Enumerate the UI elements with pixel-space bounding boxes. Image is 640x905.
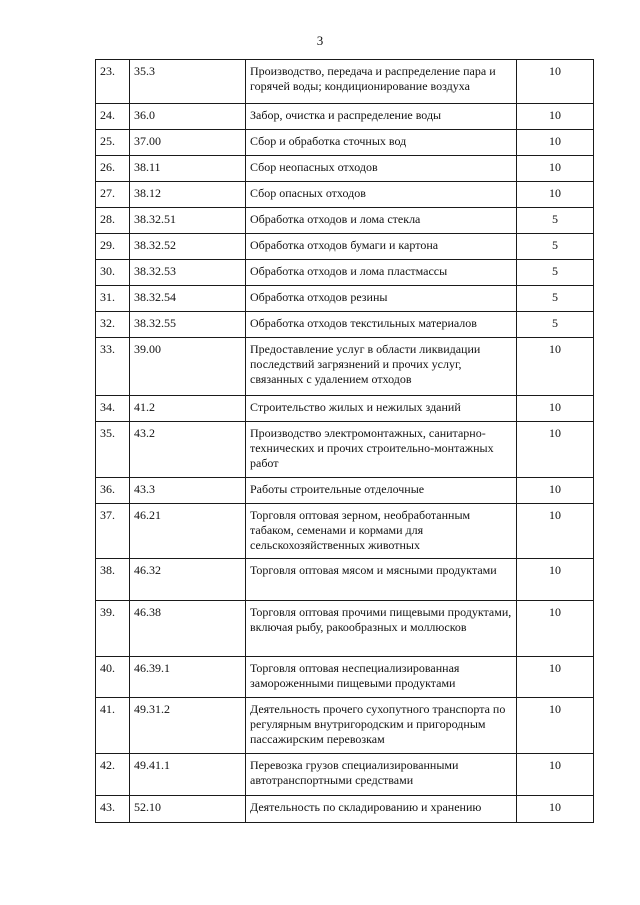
activity-name-cell: Торговля оптовая неспециализированная замороженными пищевыми продуктами [246,657,517,698]
table-body [96,60,594,823]
row-number-cell: 28. [96,208,130,234]
page-number: 3 [316,33,324,48]
value-cell: 5 [517,286,594,312]
activity-code-cell: 38.32.51 [130,208,246,234]
value-cell: 10 [517,396,594,422]
row-number-cell: 35. [96,422,130,478]
value-cell: 5 [517,234,594,260]
activity-name-cell: Торговля оптовая прочими пищевыми продуктами, включая рыбу, ракообразных и моллюсков [246,601,517,657]
table-row [96,338,594,396]
table-row [96,396,594,422]
row-number-cell: 42. [96,754,130,796]
table-row [96,234,594,260]
row-number-cell: 33. [96,338,130,396]
activity-name-cell: Обработка отходов бумаги и картона [246,234,517,260]
value-cell: 10 [517,478,594,504]
table-row [96,260,594,286]
row-number-cell: 43. [96,796,130,823]
row-number-cell: 23. [96,60,130,104]
table-row [96,422,594,478]
activity-code-cell: 38.32.52 [130,234,246,260]
activity-code-cell: 38.11 [130,156,246,182]
table-row [96,182,594,208]
table-row [96,208,594,234]
activity-name-cell: Предоставление услуг в области ликвидации последствий загрязнений и прочих услуг, связанных с удалением отходов [246,338,517,396]
activity-code-cell: 49.31.2 [130,698,246,754]
activity-name-cell: Забор, очистка и распределение воды [246,104,517,130]
activity-name-cell: Производство, передача и распределение пара и горячей воды; кондиционирование воздуха [246,60,517,104]
row-number-cell: 36. [96,478,130,504]
table-row [96,504,594,559]
row-number-cell: 32. [96,312,130,338]
table-row [96,104,594,130]
value-cell: 5 [517,260,594,286]
activity-name-cell: Торговля оптовая мясом и мясными продуктами [246,559,517,601]
row-number-cell: 41. [96,698,130,754]
value-cell: 10 [517,657,594,698]
value-cell: 10 [517,796,594,823]
row-number-cell: 29. [96,234,130,260]
table-row [96,601,594,657]
activity-name-cell: Сбор опасных отходов [246,182,517,208]
row-number-cell: 26. [96,156,130,182]
activity-code-cell: 46.38 [130,601,246,657]
activity-name-cell: Торговля оптовая зерном, необработанным табаком, семенами и кормами для сельскохозяйственных животных [246,504,517,559]
row-number-cell: 27. [96,182,130,208]
value-cell: 10 [517,504,594,559]
activity-name-cell: Обработка отходов и лома стекла [246,208,517,234]
activity-code-cell: 46.21 [130,504,246,559]
table-row [96,478,594,504]
activity-code-cell: 38.32.55 [130,312,246,338]
value-cell: 10 [517,338,594,396]
row-number-cell: 37. [96,504,130,559]
row-number-cell: 31. [96,286,130,312]
activity-code-cell: 38.32.54 [130,286,246,312]
table-row [96,559,594,601]
value-cell: 10 [517,698,594,754]
value-cell: 5 [517,208,594,234]
activity-name-cell: Сбор неопасных отходов [246,156,517,182]
value-cell: 10 [517,130,594,156]
value-cell: 10 [517,60,594,104]
activity-code-cell: 52.10 [130,796,246,823]
value-cell: 5 [517,312,594,338]
row-number-cell: 24. [96,104,130,130]
activity-name-cell: Деятельность по складированию и хранению [246,796,517,823]
row-number-cell: 39. [96,601,130,657]
table-row [96,754,594,796]
value-cell: 10 [517,601,594,657]
activity-name-cell: Производство электромонтажных, санитарно-технических и прочих строительно-монтажных работ [246,422,517,478]
activity-name-cell: Деятельность прочего сухопутного транспорта по регулярным внутригородским и пригородным пассажирским перевозкам [246,698,517,754]
activity-code-cell: 41.2 [130,396,246,422]
table-row [96,698,594,754]
row-number-cell: 40. [96,657,130,698]
table-row [96,796,594,823]
activity-code-cell: 43.2 [130,422,246,478]
activity-name-cell: Обработка отходов текстильных материалов [246,312,517,338]
activity-name-cell: Сбор и обработка сточных вод [246,130,517,156]
row-number-cell: 34. [96,396,130,422]
table-row [96,156,594,182]
table-row [96,312,594,338]
activity-codes-table [95,59,594,823]
value-cell: 10 [517,559,594,601]
activity-code-cell: 35.3 [130,60,246,104]
value-cell: 10 [517,182,594,208]
activity-code-cell: 36.0 [130,104,246,130]
activity-code-cell: 38.12 [130,182,246,208]
row-number-cell: 25. [96,130,130,156]
activity-code-cell: 38.32.53 [130,260,246,286]
value-cell: 10 [517,104,594,130]
table-row [96,657,594,698]
activity-name-cell: Работы строительные отделочные [246,478,517,504]
activity-code-cell: 46.39.1 [130,657,246,698]
value-cell: 10 [517,422,594,478]
value-cell: 10 [517,754,594,796]
activity-code-cell: 49.41.1 [130,754,246,796]
activity-code-cell: 43.3 [130,478,246,504]
value-cell: 10 [517,156,594,182]
activity-name-cell: Обработка отходов резины [246,286,517,312]
activity-code-cell: 46.32 [130,559,246,601]
table-row [96,60,594,104]
row-number-cell: 38. [96,559,130,601]
table-row [96,130,594,156]
row-number-cell: 30. [96,260,130,286]
activity-name-cell: Строительство жилых и нежилых зданий [246,396,517,422]
activity-code-cell: 39.00 [130,338,246,396]
table-row [96,286,594,312]
activity-name-cell: Обработка отходов и лома пластмассы [246,260,517,286]
activity-name-cell: Перевозка грузов специализированными автотранспортными средствами [246,754,517,796]
activity-code-cell: 37.00 [130,130,246,156]
